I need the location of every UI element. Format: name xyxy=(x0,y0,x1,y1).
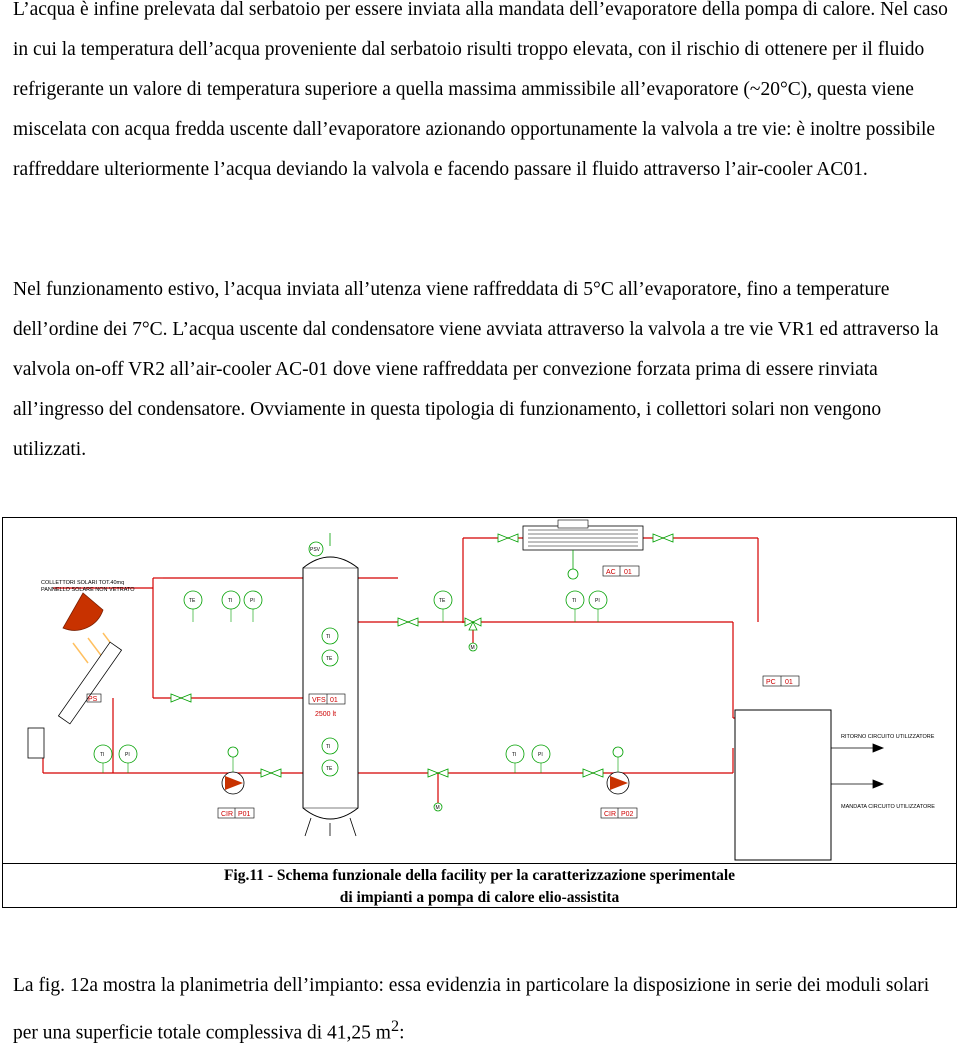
solar-collector xyxy=(28,593,122,758)
air-cooler xyxy=(523,520,643,579)
storage-tank xyxy=(303,533,358,836)
tank-tag-number: 01 xyxy=(330,697,338,704)
process-diagram xyxy=(3,518,956,863)
cir2-tag-number: P02 xyxy=(621,811,634,818)
ti-2: TI xyxy=(572,598,577,604)
cir1-tag-number: P01 xyxy=(238,811,251,818)
pi-4: PI xyxy=(538,752,543,758)
ps-tag: PS xyxy=(88,696,98,703)
tank-volume: 2500 lt xyxy=(315,711,337,718)
pi-1: PI xyxy=(250,598,255,604)
collectors-label-line2: PANNELLO SOLARE NON VETRATO xyxy=(41,587,135,593)
tank-ti-lower: TI xyxy=(326,744,331,750)
caption-line-2: di impianti a pompa di calore elio-assistita xyxy=(339,889,620,906)
pc-tag-number: 01 xyxy=(785,679,793,686)
intro-paragraph: L’acqua è infine prelevata dal serbatoio per essere inviata alla mandata dell’evaporatore della pompa di calore. Nel caso in cui la temperatura dell’acqua proveniente dal serbatoio risulti troppo elevata, con il rischio di ottenere per il fluido refrigerante un valore di temperatura superiore a quella massima ammissibile all’evaporatore (~20°C), questa viene miscelata con acqua fredda uscente dall’evaporatore azionando opportunamente la valvola a tre vie: è inoltre possibile raffreddare ulteriormente l’acqua deviando la valvola e facendo passare il fluido attraverso l’air-cooler AC01. xyxy=(13,0,948,180)
cir2-tag-prefix: CIR xyxy=(604,811,617,818)
ti-1: TI xyxy=(228,598,233,604)
closing-paragraph xyxy=(13,966,948,1054)
pc-tag-prefix: PC xyxy=(766,679,776,686)
caption-line-1: Fig.11 - Schema funzionale della facility per la caratterizzazione sperimentale xyxy=(223,867,736,884)
supply-circuit-label: MANDATA CIRCUITO UTILIZZATORE xyxy=(841,804,935,810)
figure-caption xyxy=(3,863,956,907)
valves xyxy=(171,534,673,777)
ac-tag-number: 01 xyxy=(624,569,632,576)
tank-ti-upper: TI xyxy=(326,634,331,640)
tank-te-lower: TE xyxy=(326,766,333,772)
user-circuit-lines xyxy=(831,744,883,788)
collectors-label-line1: COLLETTORI SOLARI TOT.40mq xyxy=(41,580,125,586)
tank-te-upper: TE xyxy=(326,656,333,662)
schematic-figure xyxy=(2,517,957,908)
te-2: TE xyxy=(439,598,446,604)
summer-mode-paragraph: Nel funzionamento estivo, l’acqua inviata all’utenza viene raffreddata di 5°C all’evaporatore, fino a temperature dell’ordine dei 7°C. L’acqua uscente dal condensatore viene avviata attraverso la valvola a tre vie VR1 ed attraverso la valvola on-off VR2 all’air-cooler AC-01 dove viene raffreddata per convezione forzata prima di essere rinviata all’ingresso del condensatore. Ovviamente in questa tipologia di funzionamento, i collettori solari non vengono utilizzati. xyxy=(13,279,939,460)
ti-4: TI xyxy=(512,752,517,758)
return-circuit-label: RITORNO CIRCUITO UTILIZZATORE xyxy=(841,734,935,740)
superscript-exponent: 2 xyxy=(390,1017,400,1035)
te-1: TE xyxy=(189,598,196,604)
vr1-actuator: M xyxy=(470,645,475,651)
ti-3: TI xyxy=(100,752,105,758)
closing-colon: : xyxy=(399,1022,405,1044)
piping xyxy=(43,538,758,803)
ac-tag-prefix: AC xyxy=(606,569,616,576)
closing-text: La fig. 12a mostra la planimetria dell’impianto: essa evidenzia in particolare la disposizione in serie dei moduli solari per una superficie totale complessiva di 41,25 m xyxy=(13,975,930,1044)
psv-label: PSV xyxy=(310,547,321,553)
pi-3: PI xyxy=(125,752,130,758)
pi-2: PI xyxy=(595,598,600,604)
heat-pump xyxy=(735,676,831,860)
tank-tag-prefix: VFS xyxy=(312,697,326,704)
circulation-pumps xyxy=(222,747,629,794)
cir1-tag-prefix: CIR xyxy=(221,811,234,818)
vr2-actuator: M xyxy=(435,805,440,811)
